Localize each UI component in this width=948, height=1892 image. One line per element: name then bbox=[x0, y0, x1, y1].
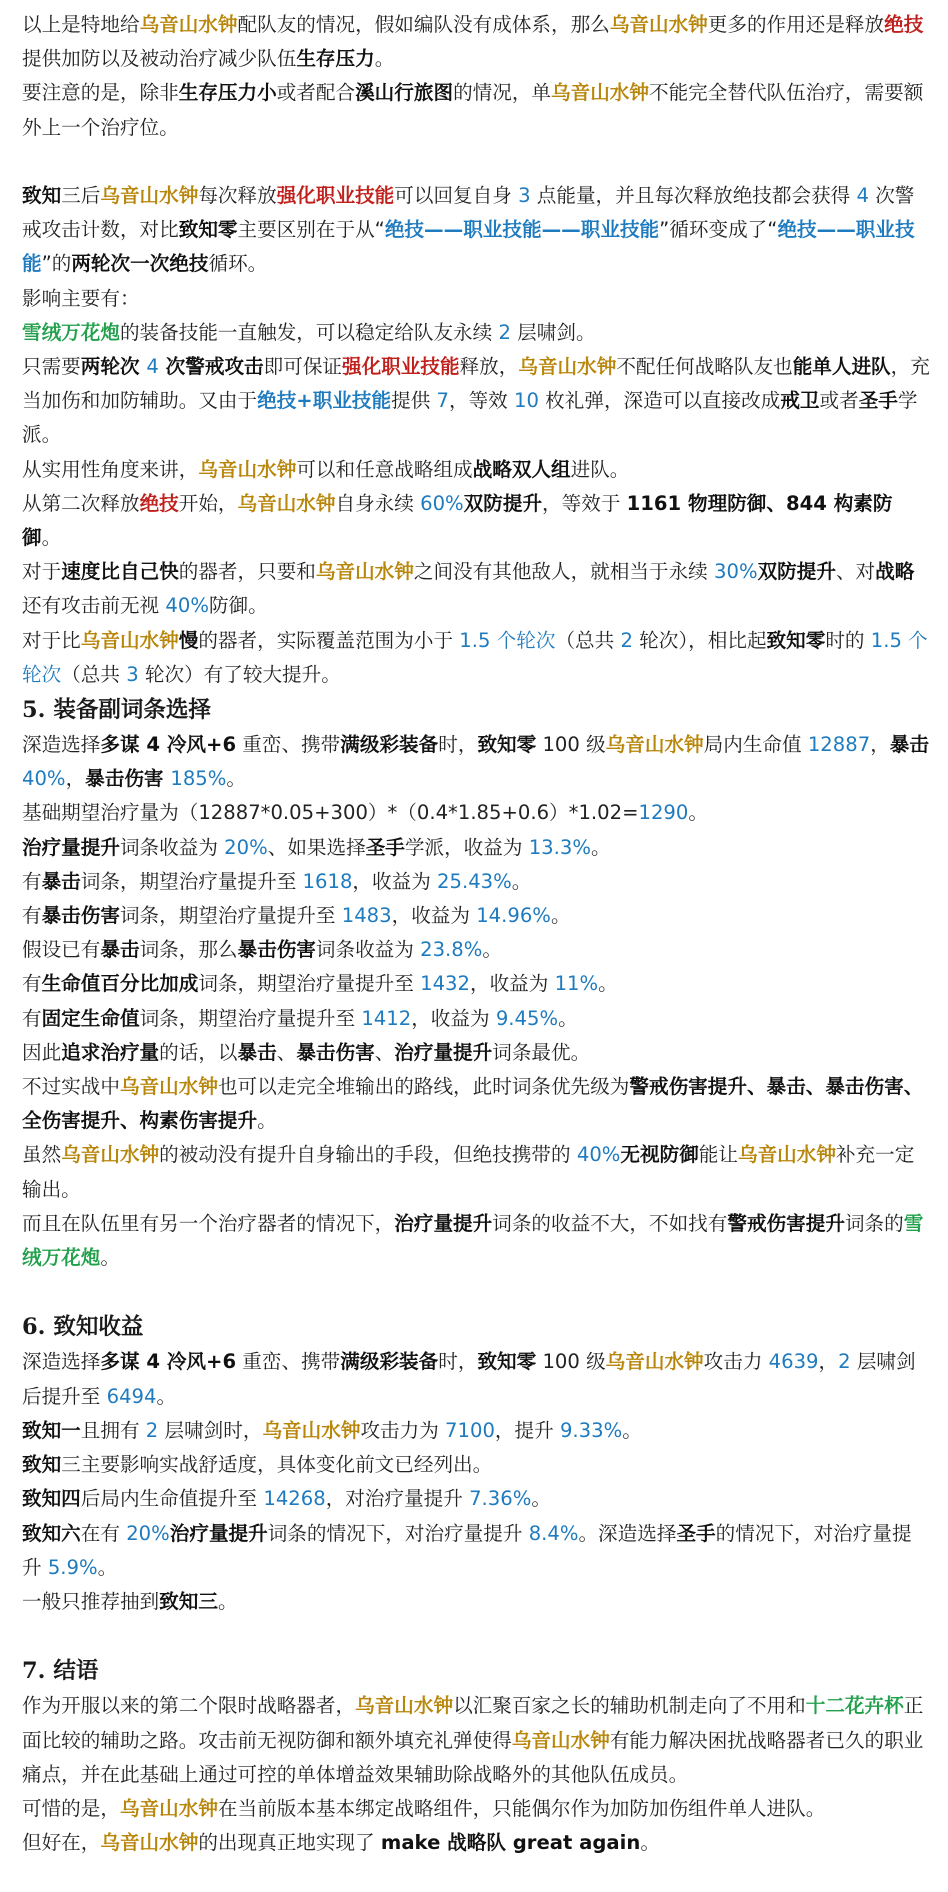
text-run: ，收益为 bbox=[352, 869, 438, 893]
text-run: 补充一定输出。 bbox=[22, 1143, 915, 1201]
numeric-value: 185% bbox=[170, 767, 227, 791]
paragraph bbox=[22, 899, 930, 933]
paragraph bbox=[22, 1689, 930, 1792]
text-run: ，对治疗量提升 bbox=[325, 1487, 470, 1511]
numeric-value: 11% bbox=[554, 972, 599, 996]
key-term: 次警戒攻击 bbox=[158, 355, 264, 379]
key-term: 致知六 bbox=[22, 1521, 81, 1545]
text-run: 每次释放 bbox=[198, 184, 277, 207]
key-term: 两轮次一次绝技 bbox=[71, 252, 209, 276]
key-term: 圣手 bbox=[676, 1521, 716, 1545]
text-run: 可以回复自身 bbox=[394, 184, 519, 207]
text-run: 。 bbox=[640, 1831, 660, 1855]
key-term: 致知四 bbox=[22, 1487, 81, 1511]
text-run: ， bbox=[870, 733, 890, 757]
key-term: 圣手 bbox=[365, 835, 405, 859]
key-term: 满级彩装备 bbox=[340, 1350, 439, 1374]
text-run: 、 bbox=[276, 1040, 297, 1064]
text-run: 正面比较的辅助之路。攻击前无视防御和额外填充礼弹使得 bbox=[22, 1694, 924, 1752]
skill-cycle: 绝技+职业技能 bbox=[257, 389, 392, 413]
paragraph bbox=[22, 1036, 930, 1070]
paragraph bbox=[22, 1482, 930, 1516]
text-run: 。 bbox=[590, 835, 611, 859]
paragraph bbox=[22, 282, 930, 316]
text-run: 虽然 bbox=[22, 1143, 62, 1167]
numeric-value: 7 bbox=[436, 389, 449, 413]
device-name: 乌音山水钟 bbox=[355, 1694, 454, 1718]
text-run: 层啸剑后提升至 bbox=[22, 1350, 916, 1408]
text-run: 不能完全替代队伍治疗，需要额外上一个治疗位。 bbox=[22, 81, 924, 139]
paragraph-spacer bbox=[22, 1275, 930, 1309]
key-term: 致知零 bbox=[477, 733, 537, 757]
numeric-value: 3 bbox=[126, 662, 139, 686]
text-run: 层啸剑时， bbox=[158, 1418, 263, 1442]
text-run: 词条收益为 bbox=[315, 938, 421, 962]
text-run: 词条的 bbox=[844, 1211, 904, 1235]
paragraph bbox=[22, 487, 930, 555]
key-term: 能单人进队 bbox=[792, 355, 891, 379]
text-run: 词条收益为 bbox=[119, 835, 225, 859]
numeric-value: 40% bbox=[576, 1143, 621, 1167]
key-term: 暴击 bbox=[237, 1040, 277, 1064]
paragraph bbox=[22, 1414, 930, 1448]
numeric-value: 14.96% bbox=[476, 904, 551, 928]
key-term: 致知 bbox=[22, 184, 62, 207]
paragraph bbox=[22, 624, 930, 692]
key-term: 战略双人组 bbox=[472, 457, 571, 481]
text-run: 。 bbox=[531, 1487, 551, 1511]
text-run: 提供加防以及被动治疗减少队伍 bbox=[22, 47, 297, 71]
paragraph bbox=[22, 555, 930, 623]
paragraph-spacer bbox=[22, 145, 930, 179]
text-run: 有能力解决困扰战略器者已久的职业痛点，并在此基础上通过可控的单体增益效果辅助除战略外的其他队伍成员。 bbox=[22, 1728, 924, 1786]
equipment-name: 雪绒万花炮 bbox=[22, 1211, 924, 1270]
device-name: 乌音山水钟 bbox=[139, 13, 238, 36]
text-run: ， bbox=[818, 1350, 839, 1374]
text-run: 不配任何战略队友也 bbox=[616, 355, 793, 379]
numeric-value: 60% bbox=[420, 491, 464, 515]
section-heading: 5. 装备副词条选择 bbox=[22, 697, 211, 724]
text-run: 在有 bbox=[80, 1521, 127, 1545]
numeric-value: 25.43% bbox=[437, 869, 512, 893]
device-name: 乌音山水钟 bbox=[551, 81, 649, 105]
skill-name: 强化职业技能 bbox=[342, 355, 460, 379]
text-run: 的情况，单 bbox=[453, 81, 552, 105]
text-run: ，收益为 bbox=[469, 972, 555, 996]
text-run: 学派。 bbox=[22, 389, 918, 447]
key-term: 致知零 bbox=[766, 628, 826, 652]
numeric-value: 7.36% bbox=[469, 1487, 532, 1511]
text-run: 。 bbox=[41, 526, 62, 550]
text-run: 、如果选择 bbox=[267, 835, 366, 859]
text-run: 的出现真正地实现了 bbox=[198, 1831, 381, 1855]
text-run: ，收益为 bbox=[411, 1006, 496, 1030]
text-run: 时的 bbox=[825, 628, 871, 652]
text-run: 而且在队伍里有另一个治疗器者的情况下， bbox=[22, 1211, 395, 1235]
key-term: 追求治疗量 bbox=[61, 1040, 160, 1064]
text-run: 。 bbox=[550, 904, 571, 928]
paragraph bbox=[22, 316, 930, 350]
numeric-value: 13.3% bbox=[528, 835, 591, 859]
text-run: 且拥有 bbox=[80, 1418, 146, 1442]
text-run: 循环。 bbox=[208, 252, 268, 276]
text-run: 一般只推荐抽到 bbox=[22, 1589, 160, 1613]
text-run: 作为开服以来的第二个限时战略器者， bbox=[22, 1694, 356, 1718]
numeric-value: 40% bbox=[22, 767, 66, 791]
text-run: 可惜的是， bbox=[22, 1796, 120, 1820]
numeric-value: 4 bbox=[856, 184, 869, 207]
key-term: 治疗量提升 bbox=[169, 1521, 268, 1545]
text-run: 局内生命值 bbox=[703, 733, 808, 757]
text-run: 。 bbox=[257, 1109, 277, 1133]
key-term: 两轮次 bbox=[80, 355, 147, 379]
text-run: 配队友的情况，假如编队没有成体系，那么 bbox=[237, 13, 610, 36]
key-term: 慢 bbox=[178, 628, 199, 652]
text-run: 重峦、携带 bbox=[236, 1350, 341, 1374]
skill-cycle: 绝技——职业技能——职业技能 bbox=[384, 218, 660, 242]
text-run: 、对 bbox=[835, 560, 876, 584]
text-run: ，提升 bbox=[494, 1418, 560, 1442]
text-run: 。 bbox=[100, 1246, 120, 1270]
numeric-value: 1483 bbox=[341, 904, 392, 928]
text-run: 深造选择 bbox=[22, 1350, 101, 1374]
text-run: 但好在， bbox=[22, 1831, 101, 1855]
skill-name: 绝技 bbox=[139, 491, 179, 515]
text-run: （总共 bbox=[61, 662, 127, 686]
numeric-value: 6494 bbox=[106, 1384, 157, 1408]
key-term: 1161 物理防御、844 构素防御 bbox=[22, 491, 893, 550]
paragraph bbox=[22, 76, 930, 144]
text-run: 轮次），相比起 bbox=[632, 628, 767, 652]
text-run: 有 bbox=[22, 1006, 42, 1030]
text-run: 的情况下，对治疗量提升 bbox=[22, 1521, 912, 1579]
key-term: 致知三 bbox=[159, 1589, 218, 1613]
device-name: 乌音山水钟 bbox=[262, 1418, 361, 1442]
numeric-value: 20% bbox=[126, 1521, 170, 1545]
text-run: ，收益为 bbox=[391, 904, 477, 928]
text-run: 或者 bbox=[819, 389, 859, 413]
device-name: 乌音山水钟 bbox=[80, 628, 179, 652]
numeric-value: 14268 bbox=[263, 1487, 326, 1511]
text-run: 学派，收益为 bbox=[404, 835, 529, 859]
text-run: 词条，期望治疗量提升至 bbox=[139, 1006, 362, 1030]
key-term: 警戒伤害提升、暴击、暴击伤害、全伤害提升、构素伤害提升 bbox=[22, 1075, 924, 1133]
text-run: 。 bbox=[97, 1555, 118, 1579]
key-term: 致知零 bbox=[178, 218, 238, 242]
paragraph bbox=[22, 453, 930, 487]
text-run: 、 bbox=[374, 1040, 395, 1064]
equipment-name: 雪绒万花炮 bbox=[22, 320, 120, 344]
key-term: 圣手 bbox=[858, 389, 898, 413]
text-run: 词条，那么 bbox=[139, 938, 238, 962]
device-name: 乌音山水钟 bbox=[61, 1143, 160, 1167]
text-run: 点能量，并且每次释放绝技都会获得 bbox=[530, 184, 857, 207]
numeric-value: 2 bbox=[145, 1418, 159, 1442]
text-run: 。 bbox=[482, 938, 502, 962]
key-term: 治疗量提升 bbox=[394, 1211, 493, 1235]
device-name: 乌音山水钟 bbox=[237, 491, 336, 515]
text-run: 轮次）有了较大提升。 bbox=[138, 662, 341, 686]
key-term: 多谋 4 冷风+6 bbox=[100, 1350, 237, 1374]
text-run: 深造选择 bbox=[22, 733, 101, 757]
text-run: 有 bbox=[22, 869, 42, 893]
text-run: 后局内生命值提升至 bbox=[80, 1487, 264, 1511]
paragraph bbox=[22, 796, 930, 830]
text-run: 。深造选择 bbox=[578, 1521, 677, 1545]
text-run: 进队。 bbox=[570, 457, 630, 481]
section-heading: 7. 结语 bbox=[22, 1658, 99, 1685]
paragraph bbox=[22, 350, 930, 453]
numeric-value: 23.8% bbox=[420, 938, 483, 962]
text-run: 防御。 bbox=[208, 594, 268, 618]
text-run: 有 bbox=[22, 972, 42, 996]
numeric-value: 1290 bbox=[638, 801, 689, 825]
paragraph bbox=[22, 1585, 930, 1619]
text-run: 词条的情况下，对治疗量提升 bbox=[267, 1521, 529, 1545]
numeric-value: 12887 bbox=[807, 733, 871, 757]
text-run: 释放， bbox=[459, 355, 519, 379]
paragraph bbox=[22, 967, 930, 1001]
text-run: 自身永续 bbox=[335, 491, 421, 515]
paragraph bbox=[22, 1070, 930, 1138]
key-term: 致知一 bbox=[22, 1418, 81, 1442]
numeric-value: 10 bbox=[514, 389, 539, 413]
paragraph bbox=[22, 8, 930, 76]
numeric-value: 9.45% bbox=[495, 1006, 559, 1030]
key-term: 战略 bbox=[875, 560, 915, 584]
paragraph bbox=[22, 865, 930, 899]
paragraph bbox=[22, 831, 930, 865]
key-term: 治疗量提升 bbox=[394, 1040, 493, 1064]
text-run: 。 bbox=[688, 801, 708, 825]
key-term: 生命值百分比加成 bbox=[41, 972, 199, 996]
device-name: 乌音山水钟 bbox=[119, 1796, 218, 1820]
text-run: 。 bbox=[374, 47, 395, 71]
section-heading: 6. 致知收益 bbox=[22, 1314, 144, 1341]
key-term: 治疗量提升 bbox=[22, 835, 120, 859]
text-run: 之间没有其他敌人，就相当于永续 bbox=[413, 560, 715, 584]
numeric-value: 8.4% bbox=[528, 1521, 579, 1545]
numeric-value: 4639 bbox=[768, 1350, 819, 1374]
paragraph bbox=[22, 933, 930, 967]
text-run: ，充当加伤和加防辅助。又由于 bbox=[22, 355, 930, 413]
text-run: 的器者，实际覆盖范围为小于 bbox=[198, 628, 460, 652]
key-term: 无视防御 bbox=[620, 1143, 699, 1167]
text-run: 或者配合 bbox=[276, 81, 356, 105]
text-run: 的被动没有提升自身输出的手段，但绝技携带的 bbox=[159, 1143, 577, 1167]
numeric-value: 40% bbox=[165, 594, 209, 618]
numeric-value: 20% bbox=[224, 835, 268, 859]
text-run: ， bbox=[65, 767, 86, 791]
text-run: 影响主要有： bbox=[22, 286, 140, 310]
key-term: 暴击伤害 bbox=[41, 904, 120, 928]
paragraph bbox=[22, 1826, 930, 1860]
text-run: 以汇聚百家之长的辅助机制走向了不用和 bbox=[453, 1694, 806, 1718]
paragraph bbox=[22, 1448, 930, 1482]
text-run: 可以和任意战略组成 bbox=[296, 457, 473, 481]
paragraph bbox=[22, 728, 930, 796]
text-run: 。 bbox=[156, 1384, 177, 1408]
text-run: 时， bbox=[438, 733, 478, 757]
numeric-value: 7100 bbox=[445, 1418, 495, 1442]
device-name: 乌音山水钟 bbox=[518, 355, 617, 379]
key-term: 暴击伤害 bbox=[237, 938, 316, 962]
numeric-value: 1412 bbox=[361, 1006, 412, 1030]
skill-cycle: 绝技——职业技能 bbox=[22, 218, 915, 276]
text-run: 词条，期望治疗量提升至 bbox=[119, 904, 342, 928]
text-run: 也可以走完全堆输出的路线，此时词条优先级为 bbox=[217, 1075, 630, 1099]
text-run: 基础期望治疗量为（12887*0.05+300）*（0.4*1.85+0.6）*1.02= bbox=[22, 801, 639, 825]
numeric-value: 2 bbox=[498, 320, 511, 344]
key-term: make 战略队 great again bbox=[380, 1831, 641, 1855]
text-run: 假设已有 bbox=[22, 938, 101, 962]
device-name: 乌音山水钟 bbox=[609, 13, 708, 36]
text-run: ，等效 bbox=[449, 389, 515, 413]
text-run: 的话，以 bbox=[159, 1040, 238, 1064]
text-run: 。 bbox=[511, 869, 532, 893]
device-name: 乌音山水钟 bbox=[737, 1143, 836, 1167]
numeric-value: 4 bbox=[146, 355, 159, 379]
text-run: 层啸剑。 bbox=[510, 320, 596, 344]
text-run: 从第二次释放 bbox=[22, 491, 140, 515]
text-run: ，等效于 bbox=[542, 491, 627, 515]
paragraph bbox=[22, 1138, 930, 1206]
text-run: 从实用性角度来讲， bbox=[22, 457, 199, 481]
text-run: 对于比 bbox=[22, 628, 81, 652]
text-run: 时， bbox=[438, 1350, 478, 1374]
key-term: 固定生命值 bbox=[41, 1006, 140, 1030]
text-run: 主要区别在于从“ bbox=[237, 218, 385, 242]
text-run: 还有攻击前无视 bbox=[22, 594, 166, 618]
text-run: 开始， bbox=[178, 491, 238, 515]
numeric-value: 2 bbox=[620, 628, 633, 652]
device-name: 乌音山水钟 bbox=[119, 1075, 218, 1099]
text-run: 提供 bbox=[391, 389, 437, 413]
paragraph bbox=[22, 1517, 930, 1585]
paragraph bbox=[22, 1792, 930, 1826]
device-name: 乌音山水钟 bbox=[100, 184, 199, 207]
device-name: 乌音山水钟 bbox=[315, 560, 414, 584]
text-run: 词条，期望治疗量提升至 bbox=[198, 972, 421, 996]
device-name: 乌音山水钟 bbox=[605, 1350, 704, 1374]
key-term: 戒卫 bbox=[780, 389, 820, 413]
key-term: 满级彩装备 bbox=[340, 733, 439, 757]
key-term: 多谋 4 冷风+6 bbox=[100, 733, 237, 757]
text-run: （总共 bbox=[555, 628, 621, 652]
numeric-value: 5.9% bbox=[47, 1555, 98, 1579]
numeric-value: 30% bbox=[714, 560, 758, 584]
key-term: 溪山行旅图 bbox=[355, 81, 454, 105]
text-run: 要注意的是，除非 bbox=[22, 81, 179, 105]
numeric-value: 1432 bbox=[420, 972, 470, 996]
text-run: 攻击力 bbox=[703, 1350, 769, 1374]
text-run: 。 bbox=[226, 767, 246, 791]
text-run: 三后 bbox=[61, 184, 101, 207]
key-term: 警戒伤害提升 bbox=[727, 1211, 845, 1235]
numeric-value: 1618 bbox=[302, 869, 353, 893]
skill-name: 强化职业技能 bbox=[276, 184, 395, 207]
text-run: 枚礼弹，深造可以直接改成 bbox=[538, 389, 781, 413]
device-name: 乌音山水钟 bbox=[511, 1728, 610, 1752]
text-run: 对于 bbox=[22, 560, 62, 584]
key-term: 双防提升 bbox=[757, 560, 836, 584]
key-term: 双防提升 bbox=[463, 491, 543, 515]
text-run: 。 bbox=[598, 972, 618, 996]
numeric-value: 1.5 个轮次 bbox=[459, 628, 556, 652]
paragraph bbox=[22, 1207, 930, 1275]
text-run: 的装备技能一直触发，可以稳定给队友永续 bbox=[119, 320, 499, 344]
text-run: 次警戒攻击计数，对比 bbox=[22, 184, 915, 242]
paragraph bbox=[22, 1345, 930, 1413]
text-run: 。 bbox=[217, 1589, 238, 1613]
key-term: 致知 bbox=[22, 1453, 62, 1477]
numeric-value: 3 bbox=[518, 184, 531, 207]
device-name: 乌音山水钟 bbox=[100, 1831, 199, 1855]
text-run: 能让 bbox=[698, 1143, 738, 1167]
device-name: 乌音山水钟 bbox=[605, 733, 704, 757]
text-run: ”的 bbox=[41, 252, 72, 276]
text-run: 的器者，只要和 bbox=[178, 560, 316, 584]
text-run: 即可保证 bbox=[263, 355, 343, 379]
text-run: 在当前版本基本绑定战略组件，只能偶尔作为加防加伤组件单人进队。 bbox=[217, 1796, 826, 1820]
text-run: 攻击力为 bbox=[360, 1418, 446, 1442]
text-run: 更多的作用还是释放 bbox=[707, 13, 885, 36]
text-run: 词条最优。 bbox=[492, 1040, 591, 1064]
key-term: 暴击伤害 bbox=[296, 1040, 375, 1064]
key-term: 暴击 bbox=[41, 869, 81, 893]
key-term: 暴击伤害 bbox=[85, 767, 171, 791]
key-term: 致知零 bbox=[477, 1350, 537, 1374]
equipment-name: 十二花卉杯 bbox=[805, 1694, 904, 1718]
key-term: 暴击 bbox=[100, 938, 140, 962]
text-run: 100 级 bbox=[536, 1350, 606, 1374]
paragraph bbox=[22, 1002, 930, 1036]
text-run: 。 bbox=[622, 1418, 642, 1442]
text-run: 三主要影响实战舒适度，具体变化前文已经列出。 bbox=[61, 1453, 493, 1477]
text-run: 100 级 bbox=[536, 733, 606, 757]
text-run: 有 bbox=[22, 904, 42, 928]
key-term: 生存压力 bbox=[296, 47, 375, 71]
paragraph-spacer bbox=[22, 1619, 930, 1653]
numeric-value: 2 bbox=[838, 1350, 851, 1374]
text-run: 不过实战中 bbox=[22, 1075, 120, 1099]
key-term: 暴击 bbox=[889, 733, 929, 757]
text-run: 因此 bbox=[22, 1040, 62, 1064]
text-run: 以上是特地给 bbox=[22, 13, 140, 36]
skill-name: 绝技 bbox=[884, 13, 924, 36]
key-term: 生存压力小 bbox=[178, 81, 277, 105]
device-name: 乌音山水钟 bbox=[198, 457, 297, 481]
text-run: 重峦、携带 bbox=[236, 733, 341, 757]
numeric-value: 1.5 个轮次 bbox=[22, 628, 928, 686]
numeric-value: 9.33% bbox=[559, 1418, 623, 1442]
paragraph bbox=[22, 179, 930, 282]
text-run: 词条的收益不大，不如找有 bbox=[492, 1211, 728, 1235]
text-run: 只需要 bbox=[22, 355, 81, 379]
text-run: 词条，期望治疗量提升至 bbox=[80, 869, 303, 893]
text-run: ”循环变成了“ bbox=[659, 218, 778, 242]
key-term: 速度比自己快 bbox=[61, 560, 179, 584]
text-run: 。 bbox=[558, 1006, 578, 1030]
